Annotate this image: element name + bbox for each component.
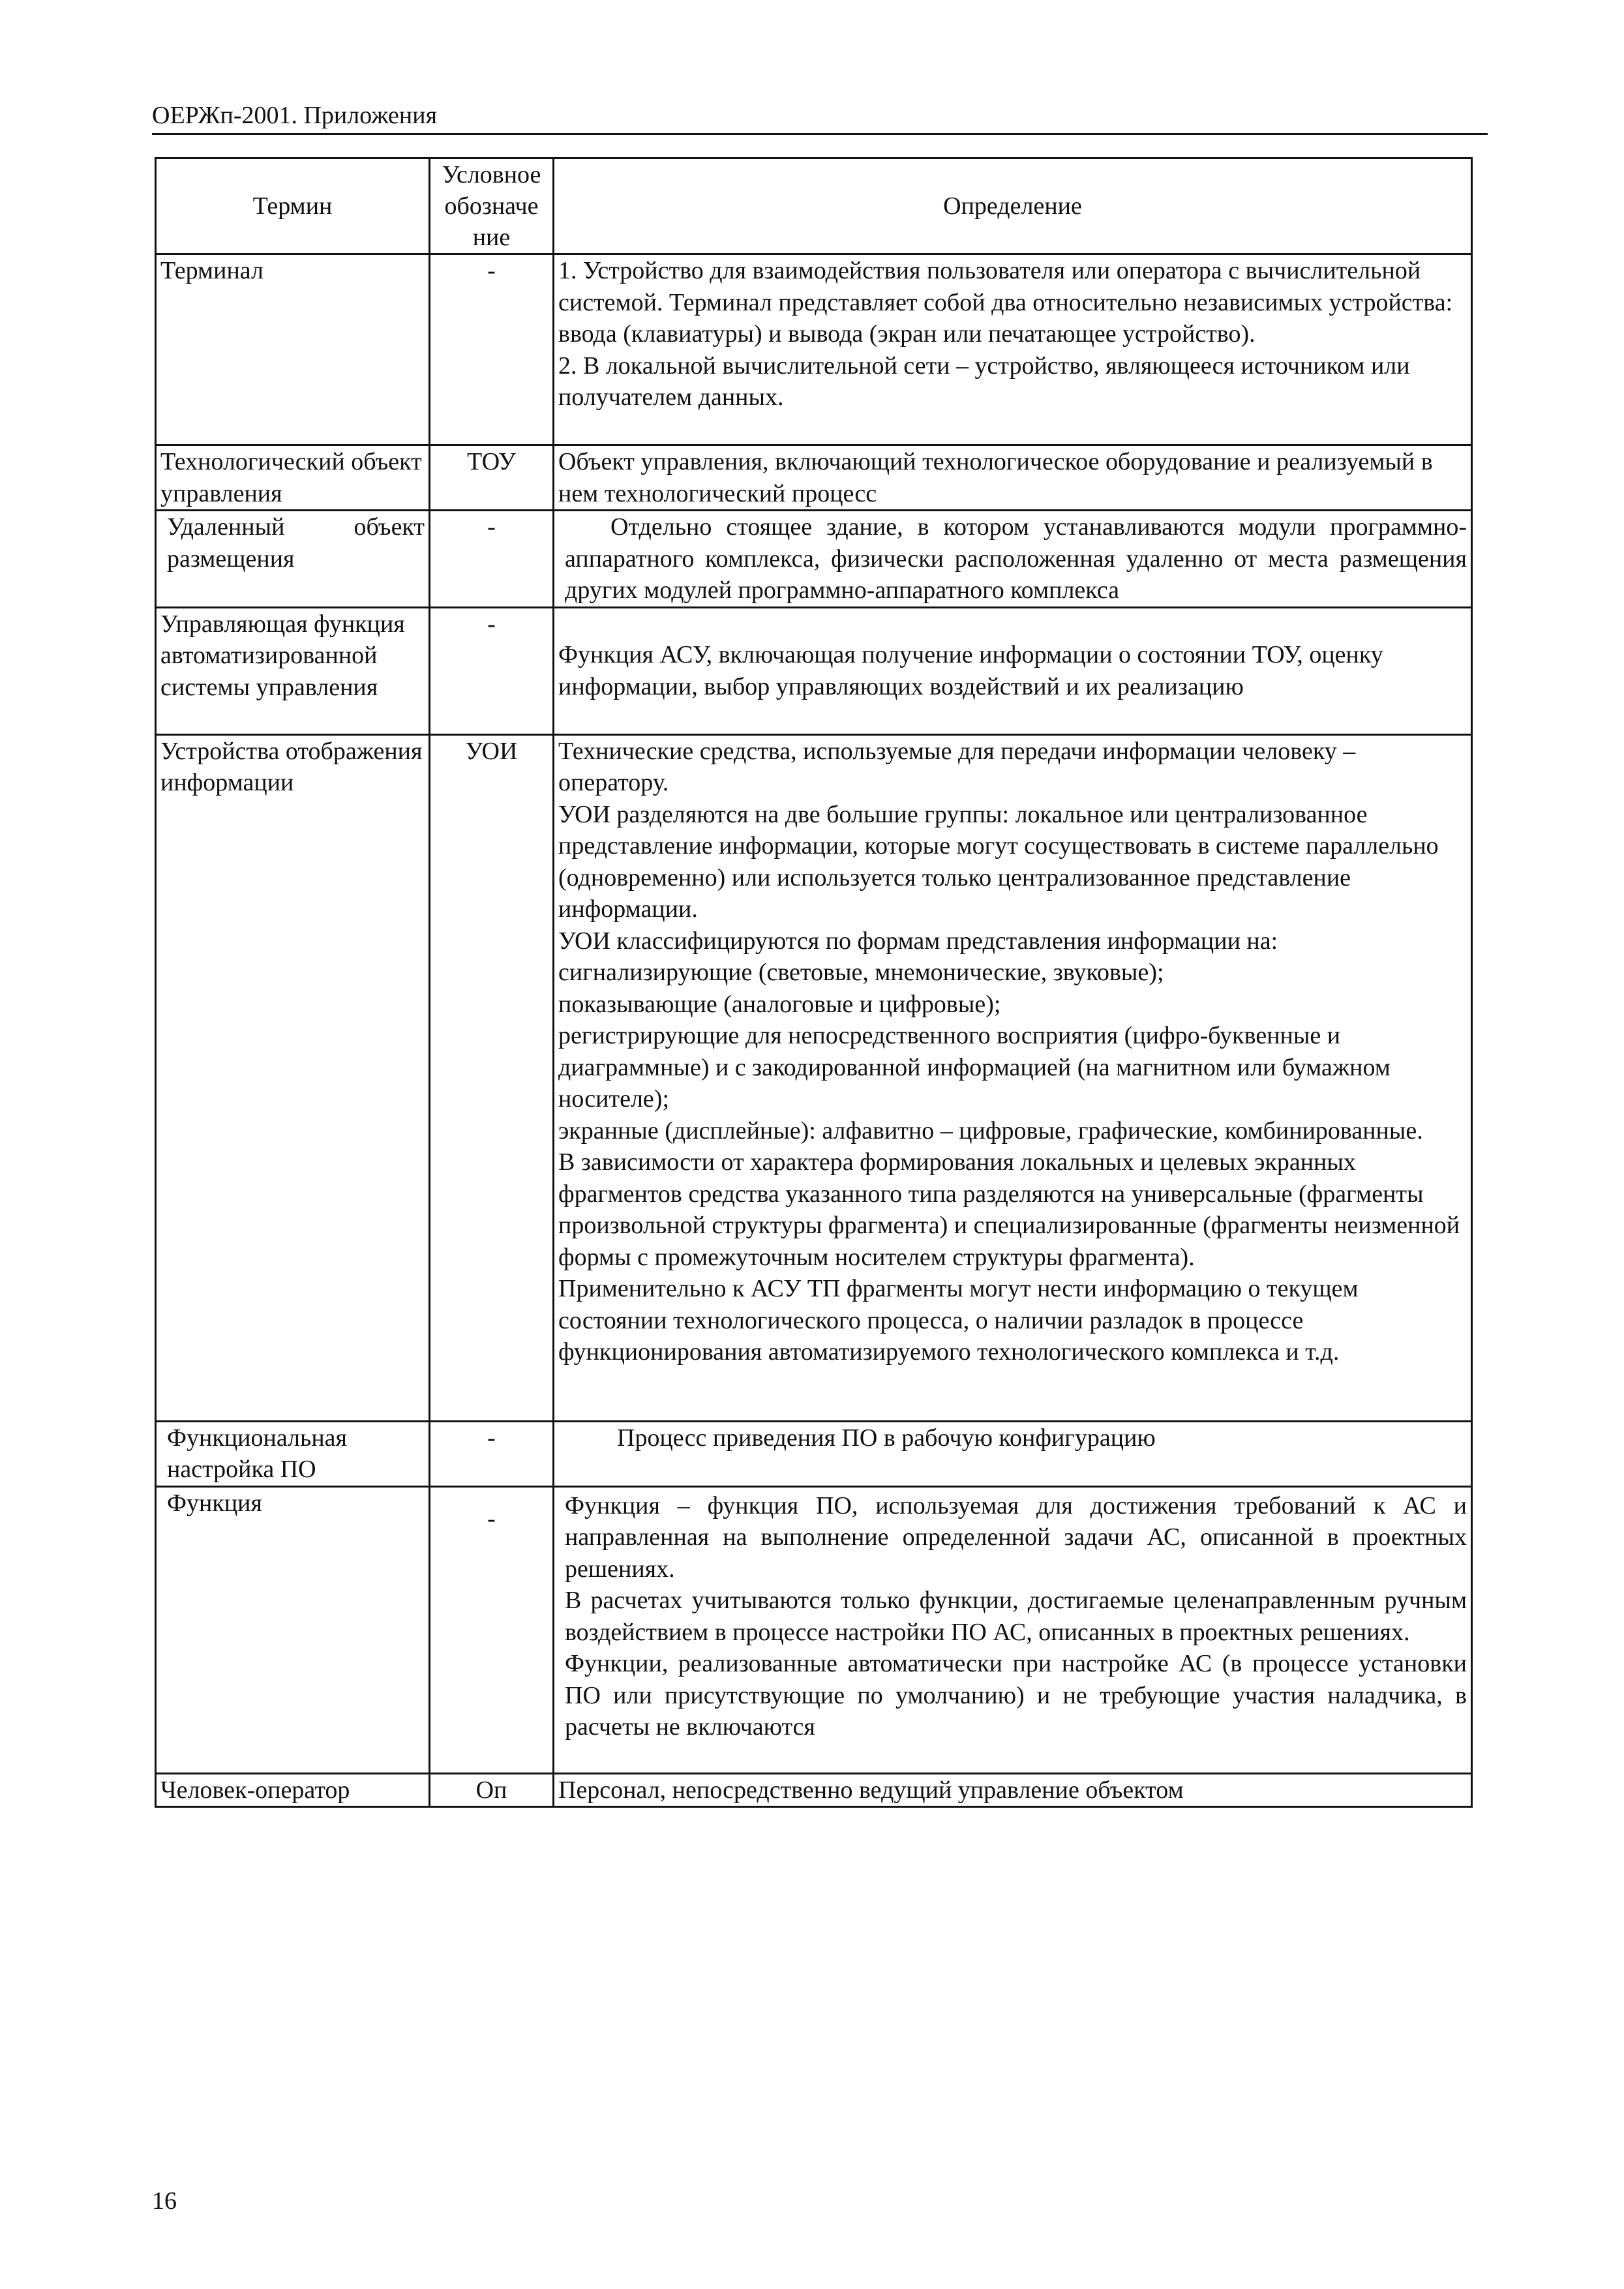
term-cell: Человек-оператор bbox=[156, 1773, 430, 1807]
table-row bbox=[156, 1421, 1472, 1486]
table-row bbox=[156, 1773, 1472, 1807]
table-row bbox=[156, 607, 1472, 734]
term-cell: Функция bbox=[156, 1486, 430, 1773]
table-row bbox=[156, 445, 1472, 511]
terms-table bbox=[155, 157, 1473, 1808]
symbol-cell: - bbox=[430, 607, 554, 734]
symbol-cell: УОИ bbox=[430, 734, 554, 1421]
definition-paragraph: В зависимости от характера формирования локальных и целевых экранных фрагментов средства указанного типа разделяются на универсальные (фрагменты произвольной структуры фрагмента) и специализированные (фрагменты неизменной формы с промежуточным носителем структуры фрагмента). bbox=[558, 1148, 1460, 1271]
definition-paragraph: Функция АСУ, включающая получение информации о состоянии ТОУ, оценку информации, выбор управляющих воздействий и их реализацию bbox=[558, 641, 1383, 700]
definition-paragraph: экранные (дисплейные): алфавитно – цифровые, графические, комбинированные. bbox=[558, 1116, 1423, 1144]
column-header-term: Термин bbox=[156, 158, 430, 254]
symbol-cell: ТОУ bbox=[430, 445, 554, 511]
definition-paragraph: УОИ разделяются на две большие группы: локальное или централизованное представление информации, которые могут сосуществовать в системе параллельно (одновременно) или используется только централизованное представление информации. bbox=[558, 800, 1439, 923]
definition-cell bbox=[554, 1773, 1472, 1807]
term-cell: Терминал bbox=[156, 254, 430, 445]
column-header-definition: Определение bbox=[554, 158, 1472, 254]
table-row bbox=[156, 1486, 1472, 1773]
definition-paragraph: 2. В локальной вычислительной сети – устройство, являющееся источником или получателем данных. bbox=[558, 352, 1410, 411]
definition-cell bbox=[554, 445, 1472, 511]
definition-paragraph: 1. Устройство для взаимодействия пользователя или оператора с вычислительной системой. Терминал представляет собой два относительно независимых устройства: ввода (клавиатуры) и вывода (экран или печатающее устройство). bbox=[558, 257, 1453, 348]
definition-paragraph: В расчетах учитываются только функции, достигаемые целенаправленным ручным воздействием в процессе настройки ПО АС, описанных в проектных решениях. bbox=[565, 1587, 1467, 1646]
definition-paragraph: Отдельно стоящее здание, в котором устанавливаются модули программно-аппаратного комплекса, физически расположенная удаленно от места размещения других модулей программно-аппаратного комплекса bbox=[565, 513, 1467, 604]
term-cell bbox=[156, 511, 430, 608]
term-cell: Функциональная настройка ПО bbox=[156, 1421, 430, 1486]
symbol-text: - bbox=[487, 1504, 496, 1533]
symbol-cell bbox=[430, 1486, 554, 1773]
term-cell: Устройства отображения информации bbox=[156, 734, 430, 1421]
definition-paragraph: Функции, реализованные автоматически при настройке АС (в процессе установки ПО или присутствующие по умолчанию) и не требующие участия наладчика, в расчеты не включаются bbox=[565, 1650, 1467, 1741]
term-text: Удаленный объект размещения bbox=[167, 513, 425, 573]
definition-paragraph: Функция – функция ПО, используемая для достижения требований к АС и направленная на выполнение определенной задачи АС, описанной в проектных решениях. bbox=[565, 1491, 1467, 1583]
term-cell: Технологический объект управления bbox=[156, 445, 430, 511]
definition-paragraph: Объект управления, включающий технологическое оборудование и реализуемый в нем технологический процесс bbox=[558, 448, 1433, 507]
definition-paragraph: Технические средства, используемые для передачи информации человеку – оператору. bbox=[558, 737, 1356, 796]
definition-paragraph: показывающие (аналоговые и цифровые); bbox=[558, 990, 1001, 1018]
table-header-row bbox=[156, 158, 1472, 254]
definition-paragraph: Персонал, непосредственно ведущий управление объектом bbox=[558, 1776, 1184, 1804]
header-rule bbox=[152, 133, 1488, 135]
column-header-symbol-text: Условное обозначе ние bbox=[442, 161, 541, 251]
symbol-cell: Оп bbox=[430, 1773, 554, 1807]
symbol-cell: - bbox=[430, 1421, 554, 1486]
definition-paragraph: регистрирующие для непосредственного восприятия (цифро-буквенные и диаграммные) и с закодированной информацией (на магнитном или бумажном носителе); bbox=[558, 1022, 1391, 1113]
table-row bbox=[156, 734, 1472, 1421]
definition-cell bbox=[554, 1421, 1472, 1486]
table-row bbox=[156, 511, 1472, 608]
definition-paragraph: Применительно к АСУ ТП фрагменты могут нести информацию о текущем состоянии технологического процесса, о наличии разладок в процессе функционирования автоматизируемого технологического комплекса и т.д. bbox=[558, 1275, 1359, 1366]
definition-cell bbox=[554, 511, 1472, 608]
definition-cell bbox=[554, 254, 1472, 445]
column-header-symbol bbox=[430, 158, 554, 254]
term-cell: Управляющая функция автоматизированной системы управления bbox=[156, 607, 430, 734]
definition-cell bbox=[554, 607, 1472, 734]
definition-paragraph: УОИ классифицируются по формам представления информации на: bbox=[558, 927, 1278, 955]
table-row bbox=[156, 254, 1472, 445]
definition-paragraph: сигнализирующие (световые, мнемонические, звуковые); bbox=[558, 959, 1164, 986]
symbol-cell: - bbox=[430, 254, 554, 445]
definition-cell bbox=[554, 1486, 1472, 1773]
definition-cell bbox=[554, 734, 1472, 1421]
running-header: ОЕРЖп-2001. Приложения bbox=[152, 102, 438, 129]
page-number: 16 bbox=[152, 2187, 177, 2215]
definition-paragraph: Процесс приведения ПО в рабочую конфигурацию bbox=[617, 1424, 1156, 1452]
symbol-cell: - bbox=[430, 511, 554, 608]
